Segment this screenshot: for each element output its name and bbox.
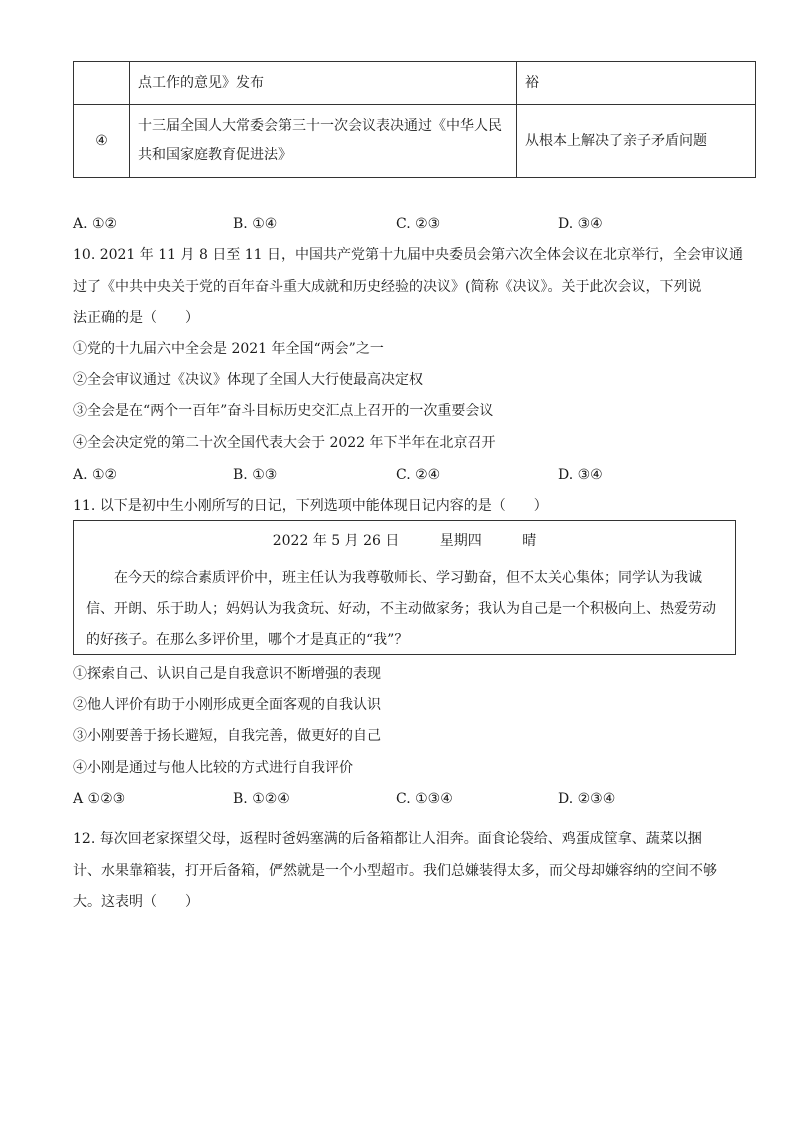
option-c[interactable]: C. ②④ <box>396 467 441 483</box>
comparison-table <box>73 61 756 178</box>
event-cell: 十三届全国人大常委会第三十一次会议表决通过《中华人民共和国家庭教育促进法》 <box>130 105 517 178</box>
option-d[interactable]: D. ③④ <box>558 467 603 483</box>
option-d[interactable]: D. ②③④ <box>558 791 616 807</box>
option-c[interactable]: C. ①③④ <box>396 791 453 807</box>
option-b[interactable]: B. ①②④ <box>233 791 290 807</box>
statement-item: ①探索自己、认识自己是自我意识不断增强的表现 <box>73 666 381 682</box>
statement-item: ③全会是在“两个一百年”奋斗目标历史交汇点上召开的一次重要会议 <box>73 403 494 419</box>
diary-weather: 晴 <box>522 533 537 549</box>
diary-weekday: 星期四 <box>439 533 482 549</box>
question-12-stem: 大。这表明（ ） <box>73 894 199 910</box>
event-cell: 点工作的意见》发布 <box>130 62 517 105</box>
diary-box <box>73 520 736 655</box>
question-10-stem: 过了《中共中央关于党的百年奋斗重大成就和历史经验的决议》(简称《决议》。关于此次会议，下列说 <box>73 279 702 295</box>
table-row <box>74 62 756 105</box>
option-a[interactable]: A. ①② <box>73 216 118 232</box>
statement-item: ②他人评价有助于小刚形成更全面客观的自我认识 <box>73 697 381 713</box>
effect-cell: 从根本上解决了亲子矛盾问题 <box>517 105 756 178</box>
table-row <box>74 105 756 178</box>
statement-item: ③小刚要善于扬长避短，自我完善，做更好的自己 <box>73 728 381 744</box>
row-number: ④ <box>74 105 130 178</box>
diary-body: 在今天的综合素质评价中，班主任认为我尊敬师长、学习勤奋，但不太关心集体；同学认为我诚信、开朗、乐于助人；妈妈认为我贪玩、好动，不主动做家务；我认为自己是一个积极向上、热爱劳动的好孩子。在那么多评价里，哪个才是真正的“我”？ <box>86 570 716 648</box>
row-number <box>74 62 130 105</box>
diary-date: 2022 年 5 月 26 日 <box>272 533 400 549</box>
option-b[interactable]: B. ①④ <box>233 216 278 232</box>
statement-item: ④全会决定党的第二十次全国代表大会于 2022 年下半年在北京召开 <box>73 435 496 451</box>
option-d[interactable]: D. ③④ <box>558 216 603 232</box>
question-11-stem: 11. 以下是初中生小刚所写的日记，下列选项中能体现日记内容的是（ ） <box>73 498 548 514</box>
statement-item: ④小刚是通过与他人比较的方式进行自我评价 <box>73 760 353 776</box>
question-12-stem: 计、水果靠箱装，打开后备箱，俨然就是一个小型超市。我们总嫌装得太多，而父母却嫌容纳的空间不够 <box>73 863 717 879</box>
question-10-stem: 法正确的是（ ） <box>73 310 199 326</box>
effect-cell: 裕 <box>517 62 756 105</box>
option-a[interactable]: A. ①② <box>73 467 118 483</box>
question-12-stem: 12. 每次回老家探望父母，返程时爸妈塞满的后备箱都让人泪奔。面食论袋给、鸡蛋成筐拿、蔬菜以捆 <box>73 831 702 847</box>
diary-header <box>74 531 735 551</box>
question-10-stem: 10. 2021 年 11 月 8 日至 11 日，中国共产党第十九届中央委员会第六次全体会议在北京举行，全会审议通 <box>73 247 744 263</box>
option-c[interactable]: C. ②③ <box>396 216 441 232</box>
statement-item: ①党的十九届六中全会是 2021 年全国“两会”之一 <box>73 341 384 357</box>
option-a[interactable]: A ①②③ <box>73 791 126 807</box>
statement-item: ②全会审议通过《决议》体现了全国人大行使最高决定权 <box>73 372 423 388</box>
option-b[interactable]: B. ①③ <box>233 467 278 483</box>
